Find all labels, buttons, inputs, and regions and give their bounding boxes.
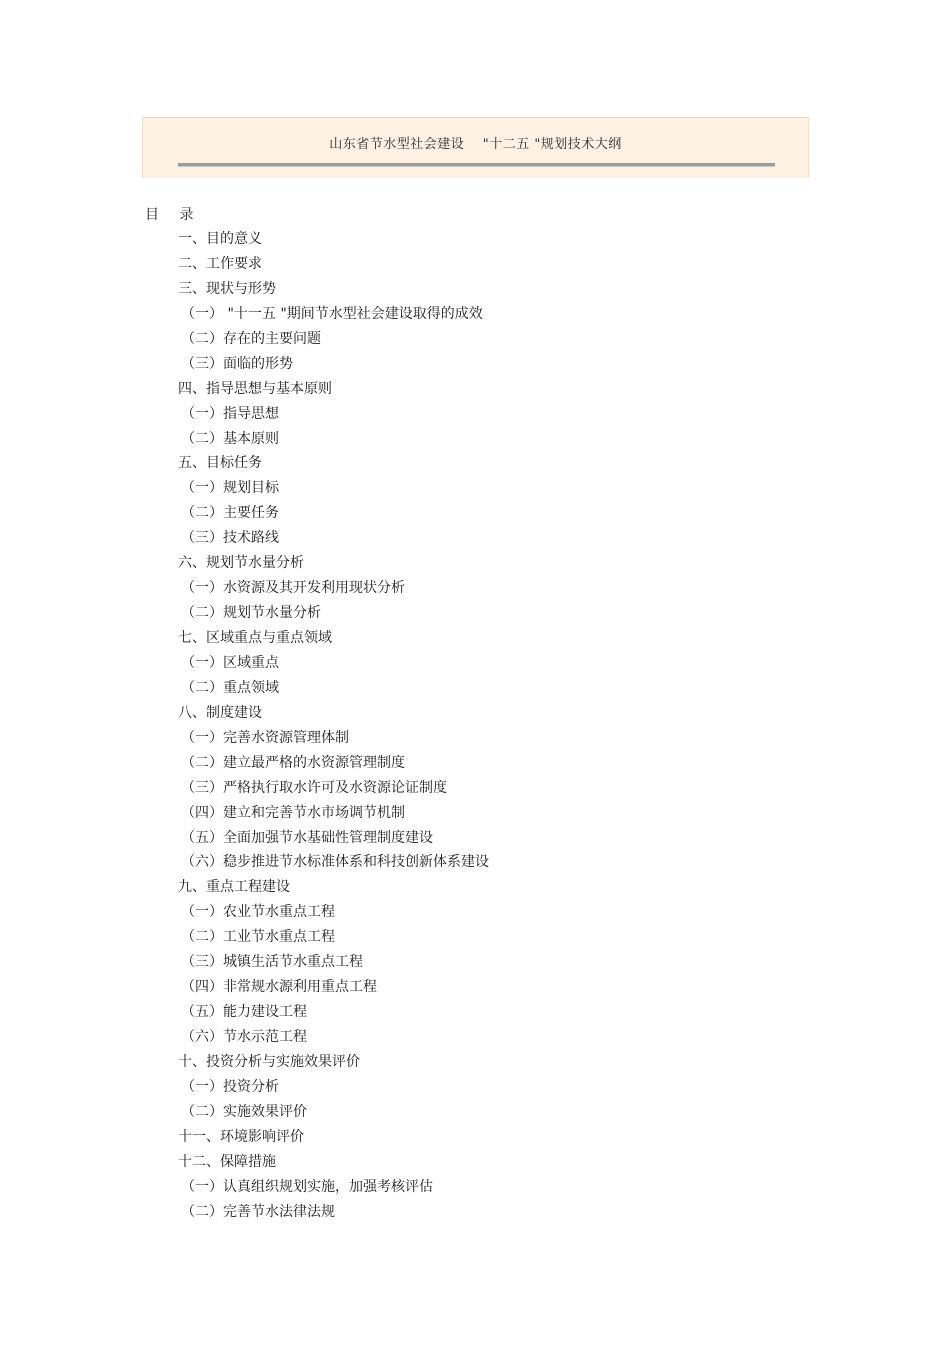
toc-section-entry: 十、投资分析与实施效果评价 xyxy=(178,1053,360,1070)
toc-subsection-entry: （一）投资分析 xyxy=(181,1078,279,1095)
toc-section-entry: 三、现状与形势 xyxy=(178,280,276,297)
toc-section-entry: 七、区域重点与重点领域 xyxy=(178,630,332,646)
toc-subsection-entry: （四）非常规水源利用重点工程 xyxy=(181,979,377,996)
toc-section-entry: 二、工作要求 xyxy=(178,255,262,272)
toc-section-entry: 一、目的意义 xyxy=(178,231,262,247)
toc-section-entry: 九、重点工程建设 xyxy=(178,879,290,896)
toc-section-entry: 四、指导思想与基本原则 xyxy=(178,380,332,397)
toc-subsection-entry: （二）基本原则 xyxy=(181,430,279,447)
toc-subsection-entry: （一） "十一五 "期间节水型社会建设取得的成效 xyxy=(181,305,483,322)
toc-section-entry: 六、规划节水量分析 xyxy=(178,555,304,572)
toc-subsection-entry: （二）实施效果评价 xyxy=(181,1103,307,1120)
toc-subsection-entry: （一）区域重点 xyxy=(181,654,279,671)
toc-heading: 目 录 xyxy=(145,207,202,223)
toc-subsection-entry: （二）建立最严格的水资源管理制度 xyxy=(181,754,405,771)
toc-subsection-entry: （一）规划目标 xyxy=(181,480,279,497)
toc-subsection-entry: （一）完善水资源管理体制 xyxy=(181,729,349,746)
toc-section-entry: 八、制度建设 xyxy=(178,704,262,721)
toc-subsection-entry: （五）能力建设工程 xyxy=(181,1004,307,1021)
toc-subsection-entry: （二）存在的主要问题 xyxy=(181,330,321,347)
toc-subsection-entry: （一）指导思想 xyxy=(181,405,279,422)
toc-subsection-entry: （五）全面加强节水基础性管理制度建设 xyxy=(181,829,433,846)
document-header xyxy=(142,117,809,178)
document-title: 山东省节水型社会建设 "十二五 "规划技术大纲 xyxy=(329,137,622,152)
toc-subsection-entry: （六）节水示范工程 xyxy=(181,1029,307,1045)
table-of-contents xyxy=(0,227,489,1225)
toc-subsection-entry: （二）主要任务 xyxy=(181,505,279,522)
toc-subsection-entry: （一）认真组织规划实施，加强考核评估 xyxy=(181,1178,433,1195)
toc-subsection-entry: （二）重点领域 xyxy=(181,679,279,696)
toc-subsection-entry: （二）完善节水法律法规 xyxy=(181,1203,335,1220)
toc-section-entry: 五、目标任务 xyxy=(178,455,262,472)
toc-subsection-entry: （六）稳步推进节水标准体系和科技创新体系建设 xyxy=(181,854,489,871)
toc-subsection-entry: （二）工业节水重点工程 xyxy=(181,929,335,946)
header-divider xyxy=(178,163,775,167)
toc-section-entry: 十一、环境影响评价 xyxy=(178,1128,304,1145)
toc-subsection-entry: （三）技术路线 xyxy=(181,530,279,547)
toc-subsection-entry: （三）城镇生活节水重点工程 xyxy=(181,954,363,971)
toc-subsection-entry: （一）水资源及其开发利用现状分析 xyxy=(181,580,405,597)
toc-section-entry: 十二、保障措施 xyxy=(178,1153,276,1170)
toc-subsection-entry: （四）建立和完善节水市场调节机制 xyxy=(181,804,405,821)
toc-subsection-entry: （二）规划节水量分析 xyxy=(181,605,321,622)
toc-subsection-entry: （一）农业节水重点工程 xyxy=(181,904,335,921)
toc-subsection-entry: （三）严格执行取水许可及水资源论证制度 xyxy=(181,779,447,796)
toc-subsection-entry: （三）面临的形势 xyxy=(181,355,293,372)
